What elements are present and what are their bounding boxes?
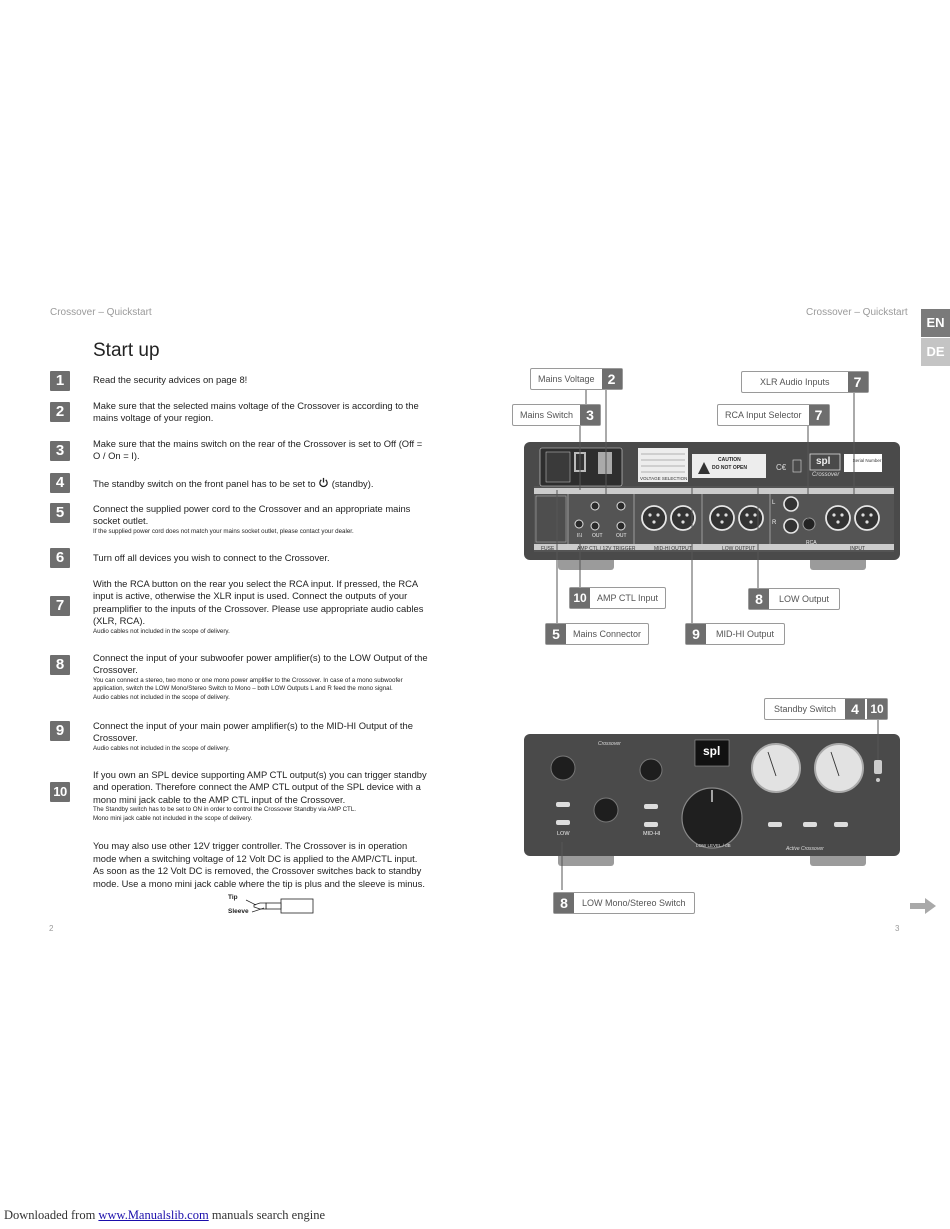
rear-label-voltage-selection: VOLTAGE SELECTION <box>640 476 688 481</box>
rear-label-out-1: OUT <box>592 533 603 539</box>
rear-label-rca: RCA <box>806 540 817 546</box>
step-number-10: 10 <box>50 782 70 802</box>
callout-xlr-audio-inputs: XLR Audio Inputs 7 <box>741 371 869 393</box>
rear-brand-logo: spl <box>816 456 831 467</box>
tab-de[interactable]: DE <box>921 338 950 366</box>
jack-tip-label: Tip <box>228 894 238 901</box>
step-5-note: If the supplied power cord does not match your mains socket outlet, please contact your dealer. <box>93 527 354 535</box>
step-10-note: The Standby switch has to be set to ON in order to control the Crossover Standby via AMP CTL. <box>93 806 356 814</box>
step-5-text: Connect the supplied power cord to the Crossover and an appropriate mains socket outlet. If the supplied power cord does not match your mains socket outlet, please contact your dealer. <box>93 503 428 536</box>
callout-low-output: 8 LOW Output <box>748 588 840 610</box>
rear-label-in: IN <box>577 533 582 539</box>
rear-model-label: Crossover <box>812 472 840 478</box>
step-9-text: Connect the input of your main power amplifier(s) to the MID-HI Output of the Crossover. Audio cables not included in the scope of delivery. <box>93 720 428 753</box>
header-left: Crossover – Quickstart <box>50 307 152 318</box>
rear-label-l: L <box>772 500 776 506</box>
front-label-low-level: LOW LEVEL / dB <box>696 843 731 848</box>
step-7-note: Audio cables not included in the scope of delivery. <box>93 627 230 635</box>
step-number-7: 7 <box>50 596 70 616</box>
callout-mid-hi-output: 9 MID-HI Output <box>685 623 785 645</box>
download-footer: Downloaded from www.Manualslib.com manuals search engine <box>4 1208 325 1222</box>
step-number-3: 3 <box>50 441 70 461</box>
page-number-right: 3 <box>895 924 900 933</box>
step-6-text: Turn off all devices you wish to connect to the Crossover. <box>93 552 330 563</box>
page-title: Start up <box>93 340 160 361</box>
front-brand-logo: spl <box>703 744 721 758</box>
step-8-note: You can connect a stereo, two mono or one mono power amplifier to the Crossover. In case of a mono subwoofer application, switch the LOW Mono/Stereo Switch to Mono – both LOW Outputs L and R feed the mono signal. <box>93 676 403 693</box>
front-label-active-crossover: Active Crossover <box>786 846 824 852</box>
step-number-9: 9 <box>50 721 70 741</box>
jack-sleeve-label: Sleeve <box>228 908 249 915</box>
rear-label-out-2: OUT <box>616 533 627 539</box>
trigger-paragraph: You may also use other 12V trigger controller. The Crossover is in operation mode when a switching voltage of 12 Volt DC is applied to the AMP/CTL input. As soon as the 12 Volt DC is removed, the Crossover switches back to standby mode. Use a mono mini jack cable where the tip is plus and the sleeve is minus. <box>93 840 425 889</box>
callout-standby-switch: Standby Switch 4 10 <box>764 698 888 720</box>
step-9-note: Audio cables not included in the scope of delivery. <box>93 744 230 752</box>
step-4-text: The standby switch on the front panel has to be set to (standby). <box>93 478 374 489</box>
step-8-note-2: Audio cables not included in the scope of delivery. <box>93 693 230 701</box>
rear-label-fuse: FUSE <box>541 546 555 552</box>
step-number-8: 8 <box>50 655 70 675</box>
step-10-note-2: Mono mini jack cable not included in the scope of delivery. <box>93 814 253 822</box>
front-label-low: LOW <box>557 831 570 837</box>
rear-serial-label: Serial Number <box>852 458 882 463</box>
manualslib-link[interactable]: www.Manualslib.com <box>98 1208 209 1222</box>
tab-en[interactable]: EN <box>921 309 950 337</box>
callout-low-mono-stereo-switch: 8 LOW Mono/Stereo Switch <box>553 892 695 914</box>
callout-rca-input-selector: RCA Input Selector 7 <box>717 404 830 426</box>
step-8-text: Connect the input of your subwoofer power amplifier(s) to the LOW Output of the Crossover. You can connect a stereo, two mono or one mono power amplifier to the Crossover. In case of a mono subwoofer application, switch the LOW Mono/Stereo Switch to Mono – both LOW Outputs L and R feed the mono signal. Audio cables not included in the scope of delivery. <box>93 652 428 701</box>
rear-label-r: R <box>772 520 777 526</box>
next-page-arrow-icon[interactable] <box>908 896 938 921</box>
front-model-label: Crossover <box>598 741 621 747</box>
standby-icon <box>318 477 329 488</box>
step-number-2: 2 <box>50 402 70 422</box>
step-number-4: 4 <box>50 473 70 493</box>
front-label-mid-hi: MID-HI <box>643 831 661 837</box>
rear-label-amp-ctl: AMP CTL / 12V TRIGGER <box>577 546 636 552</box>
front-leader-lines <box>555 716 885 896</box>
header-right: Crossover – Quickstart <box>806 307 908 318</box>
callout-mains-voltage: Mains Voltage 2 <box>530 368 623 390</box>
step-7-text: With the RCA button on the rear you select the RCA input. If pressed, the RCA input is active, otherwise the XLR input is used. Connect the outputs of your preamplifier to the inputs of the Crossover. Please use appropriate audio cables (XLR, RCA). Audio cables not included in the scope of delivery. <box>93 578 428 636</box>
rear-label-do-not-open: DO NOT OPEN <box>712 465 748 471</box>
step-number-1: 1 <box>50 371 70 391</box>
step-number-6: 6 <box>50 548 70 568</box>
callout-mains-switch: Mains Switch 3 <box>512 404 601 426</box>
rear-label-mid-hi-output: MID-HI OUTPUT <box>654 546 692 552</box>
svg-text:C€: C€ <box>776 463 787 472</box>
page-number-left: 2 <box>49 924 54 933</box>
rear-label-input: INPUT <box>850 546 865 552</box>
step-number-5: 5 <box>50 503 70 523</box>
step-2-text: Make sure that the selected mains voltage of the Crossover is according to the mains voltage of your region. <box>93 400 419 424</box>
rear-label-low-output: LOW OUTPUT <box>722 546 756 552</box>
rear-label-caution: CAUTION <box>718 457 741 463</box>
callout-mains-connector: 5 Mains Connector <box>545 623 649 645</box>
mini-jack-diagram <box>226 893 318 919</box>
step-1-text: Read the security advices on page 8! <box>93 374 248 385</box>
step-3-text: Make sure that the mains switch on the rear of the Crossover is set to Off (Off = O / On = I). <box>93 438 423 462</box>
callout-amp-ctl-input: 10 AMP CTL Input <box>569 587 666 609</box>
step-10-text: If you own an SPL device supporting AMP CTL output(s) you can trigger standby and operation. Therefore connect the AMP CTL output of the SPL device with a mono mini jack cable to the AMP CTL input of the Crossover. The Standby switch has to be set to ON in order to control the Crossover Standby via AMP CTL. Mono mini jack cable not included in the scope of delivery. <box>93 769 427 822</box>
